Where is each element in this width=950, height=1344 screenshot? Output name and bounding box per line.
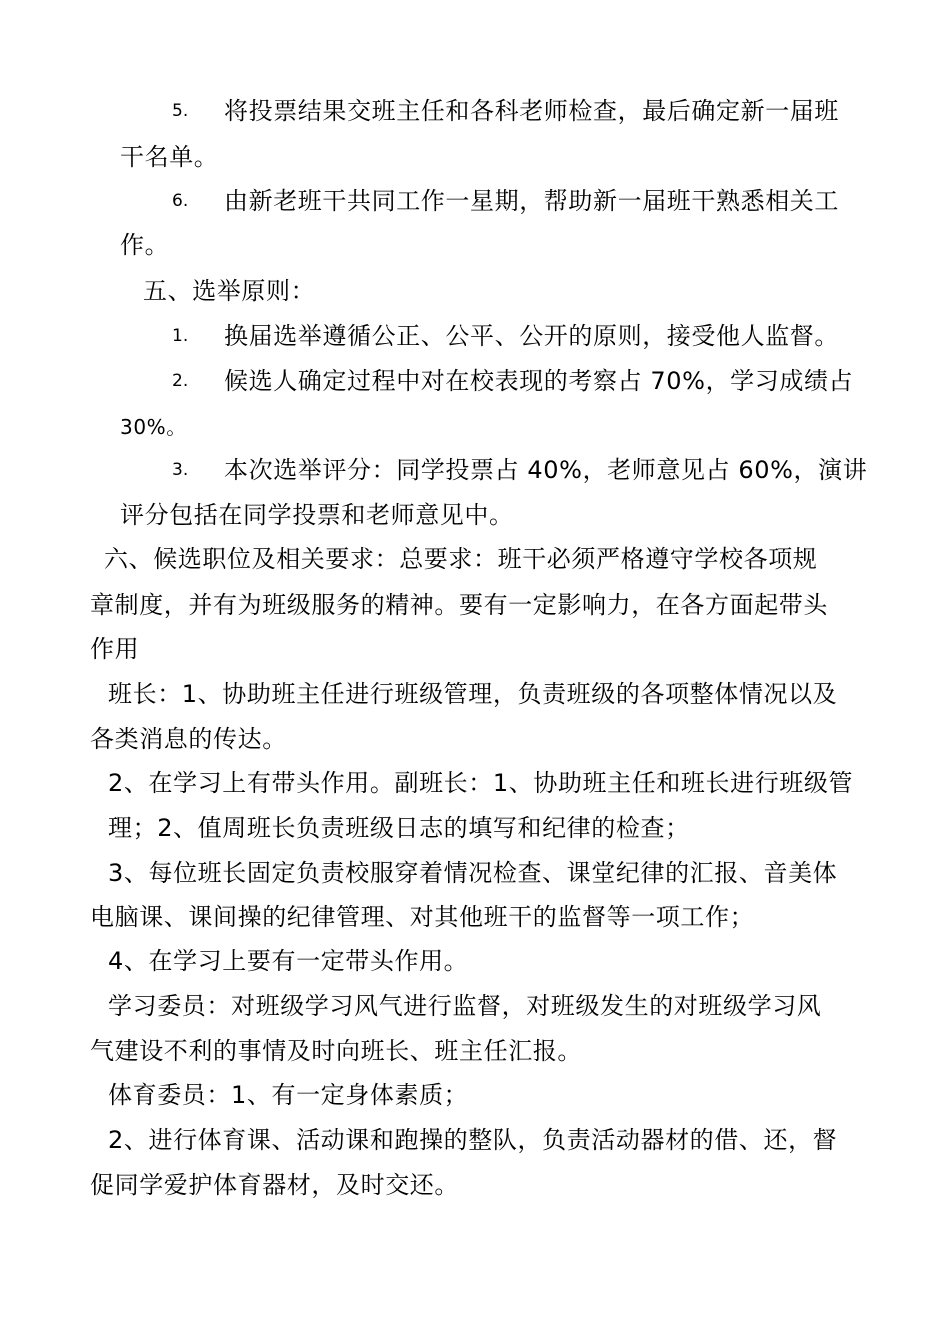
body-line: 2、在学习上有带头作用。副班长：1、协助班主任和班长进行班级管 — [108, 769, 854, 797]
body-line: 作用 — [90, 635, 140, 663]
body-line: 六、候选职位及相关要求：总要求：班干必须严格遵守学校各项规 — [104, 545, 818, 573]
list-number: 6. — [172, 191, 189, 211]
body-line: 气建设不利的事情及时向班长、班主任汇报。 — [90, 1037, 582, 1065]
section-heading: 五、选举原则： — [143, 277, 316, 305]
list-item-text: 本次选举评分：同学投票占 40%，老师意见占 60%，演讲 — [224, 456, 868, 484]
list-number: 1. — [172, 326, 189, 346]
list-item-text-cont: 干名单。 — [120, 143, 219, 171]
list-item-text: 由新老班干共同工作一星期，帮助新一届班干熟悉相关工 — [224, 187, 839, 215]
list-item-text: 候选人确定过程中对在校表现的考察占 70%，学习成绩占 — [224, 367, 854, 395]
body-line: 电脑课、课间操的纪律管理、对其他班干的监督等一项工作； — [90, 903, 755, 931]
list-item-text: 将投票结果交班主任和各科老师检查，最后确定新一届班 — [224, 97, 839, 125]
body-line: 2、进行体育课、活动课和跑操的整队，负责活动器材的借、还，督 — [108, 1126, 838, 1154]
list-item-text-cont: 作。 — [120, 231, 170, 259]
body-line: 促同学爱护体育器材，及时交还。 — [90, 1171, 459, 1199]
body-line: 各类消息的传达。 — [90, 725, 287, 753]
list-item-text-cont: 评分包括在同学投票和老师意见中。 — [120, 501, 514, 529]
body-line: 理；2、值周班长负责班级日志的填写和纪律的检查； — [108, 814, 690, 842]
body-line: 学习委员：对班级学习风气进行监督，对班级发生的对班级学习风 — [108, 992, 822, 1020]
body-line: 体育委员：1、有一定身体素质； — [108, 1081, 469, 1109]
body-line: 4、在学习上要有一定带头作用。 — [108, 947, 469, 975]
body-line: 班长：1、协助班主任进行班级管理，负责班级的各项整体情况以及 — [108, 680, 838, 708]
body-line: 章制度，并有为班级服务的精神。要有一定影响力，在各方面起带头 — [90, 591, 828, 619]
list-item-text-cont: 30%。 — [120, 415, 187, 439]
list-number: 5. — [172, 101, 189, 121]
list-number: 3. — [172, 460, 189, 480]
list-item-text: 换届选举遵循公正、公平、公开的原则，接受他人监督。 — [224, 322, 839, 350]
list-number: 2. — [172, 371, 189, 391]
body-line: 3、每位班长固定负责校服穿着情况检查、课堂纪律的汇报、音美体 — [108, 859, 838, 887]
